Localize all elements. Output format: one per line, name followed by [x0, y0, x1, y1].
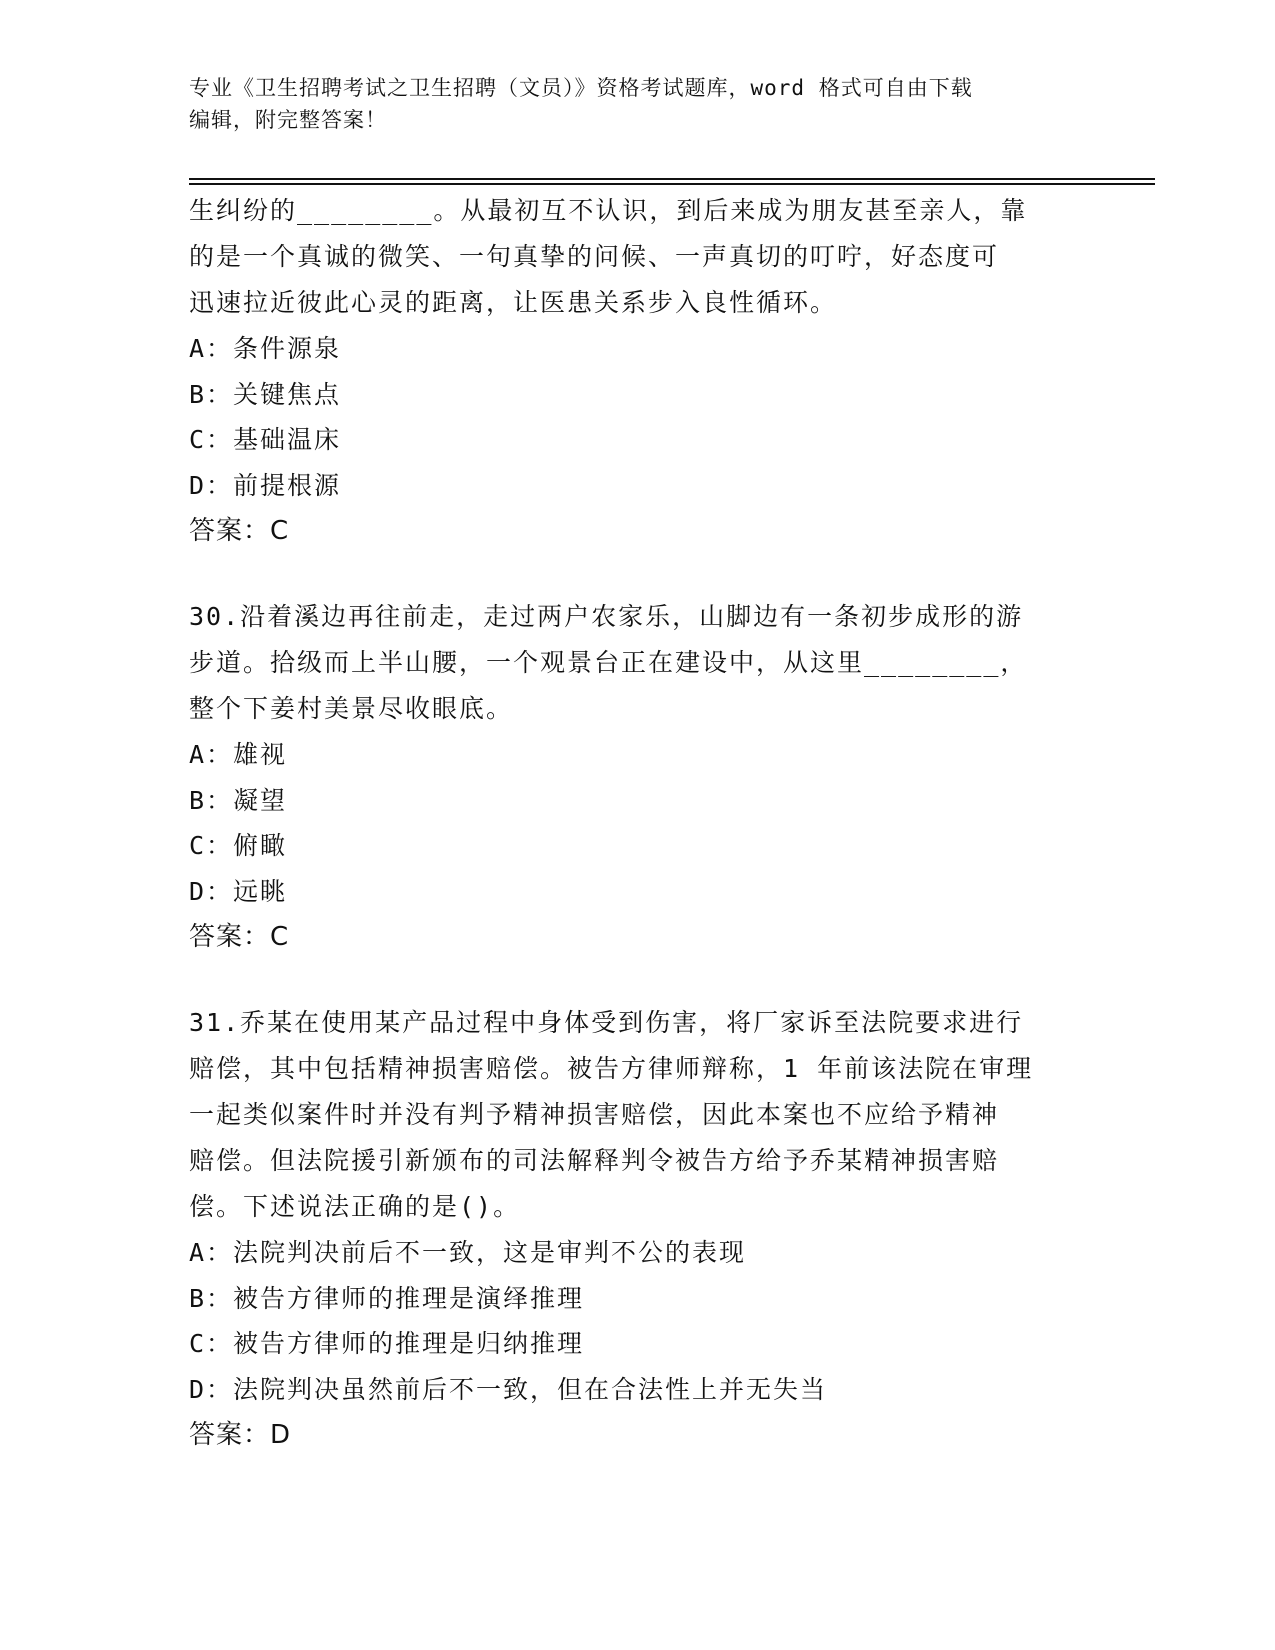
option-b: B：关键焦点	[189, 379, 342, 409]
question-text-line: 步道。拾级而上半山腰，一个观景台正在建设中，从这里________，	[189, 648, 1028, 677]
document-header	[189, 72, 1089, 136]
answer-line: 答案：C	[189, 922, 290, 952]
option-c: C：俯瞰	[189, 831, 288, 860]
option-d: D：远眺	[189, 876, 288, 906]
header-rule-bottom	[189, 183, 1155, 185]
header-line-1: 专业《卫生招聘考试之卫生招聘（文员）》资格考试题库，word 格式可自由下载	[189, 76, 973, 100]
answer-line: 答案：C	[189, 516, 290, 546]
option-a: A：条件源泉	[189, 334, 342, 363]
question-30	[189, 594, 1149, 960]
option-c: C：基础温床	[189, 425, 342, 454]
question-text-line: 31.乔某在使用某产品过程中身体受到伤害，将厂家诉至法院要求进行	[189, 1008, 1024, 1037]
option-a: A：法院判决前后不一致，这是审判不公的表现	[189, 1238, 747, 1267]
question-text-line: 赔偿。但法院援引新颁布的司法解释判令被告方给予乔某精神损害赔	[189, 1146, 1000, 1175]
option-b: B：凝望	[189, 785, 288, 815]
question-content	[189, 188, 1149, 1458]
question-text-line: 生纠纷的________。从最初互不认识，到后来成为朋友甚至亲人，靠	[189, 196, 1028, 225]
question-text-line: 赔偿，其中包括精神损害赔偿。被告方律师辩称，1 年前该法院在审理	[189, 1054, 1034, 1083]
question-29	[189, 188, 1149, 554]
option-c: C：被告方律师的推理是归纳推理	[189, 1329, 585, 1358]
option-a: A：雄视	[189, 740, 288, 769]
question-text-line: 的是一个真诚的微笑、一句真挚的问候、一声真切的叮咛，好态度可	[189, 242, 1000, 271]
question-text-line: 迅速拉近彼此心灵的距离，让医患关系步入良性循环。	[189, 288, 838, 317]
question-31	[189, 1000, 1149, 1458]
header-rule-top	[189, 178, 1155, 180]
spacer	[189, 960, 1149, 1000]
question-text-line: 偿。下述说法正确的是()。	[189, 1192, 521, 1221]
option-b: B：被告方律师的推理是演绎推理	[189, 1283, 585, 1313]
option-d: D：法院判决虽然前后不一致，但在合法性上并无失当	[189, 1374, 828, 1404]
question-text-line: 30.沿着溪边再往前走，走过两户农家乐，山脚边有一条初步成形的游	[189, 602, 1024, 631]
option-d: D：前提根源	[189, 470, 342, 500]
header-line-2: 编辑，附完整答案！	[189, 108, 387, 132]
answer-line: 答案：D	[189, 1420, 292, 1450]
spacer	[189, 554, 1149, 594]
question-text-line: 一起类似案件时并没有判予精神损害赔偿，因此本案也不应给予精神	[189, 1100, 1000, 1129]
question-text-line: 整个下姜村美景尽收眼底。	[189, 694, 514, 723]
